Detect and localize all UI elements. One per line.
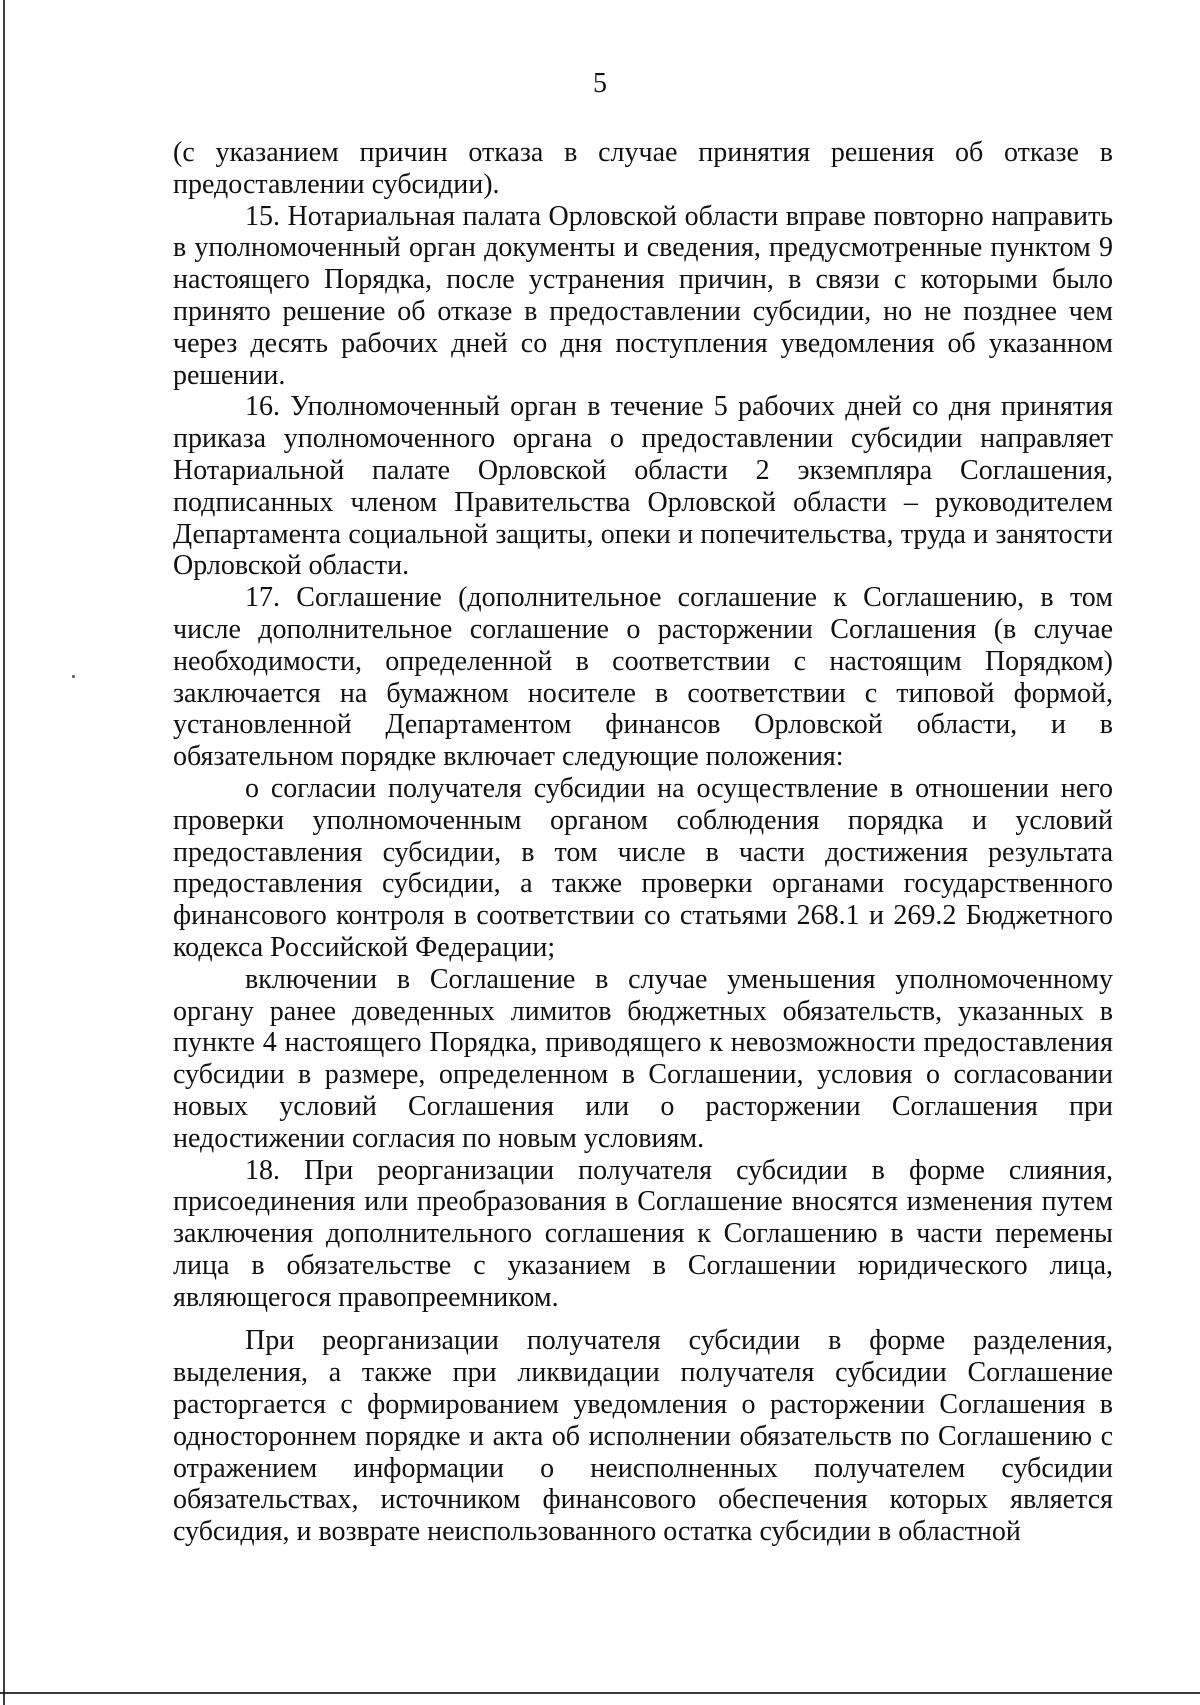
paragraph-continuation: (с указанием причин отказа в случае принятия решения об отказе в предоставлении субсидии). bbox=[173, 137, 1113, 200]
page-number: 5 bbox=[593, 68, 607, 99]
paragraph-item-18: 18. При реорганизации получателя субсидии в форме слияния, присоединения или преобразования в Соглашение вносятся изменения путем заключения дополнительного соглашения к Соглашению в части перемены лица в обязательстве с указанием в Соглашении юридического лица, являющегося правопреемником. bbox=[173, 1154, 1113, 1313]
document-body bbox=[173, 137, 1113, 1548]
scan-speck bbox=[72, 675, 75, 678]
paragraph-reorganization: При реорганизации получателя субсидии в форме разделения, выделения, а также при ликвидации получателя субсидии Соглашение расторгается с формированием уведомления о расторжении Соглашения в одностороннем порядке и акта об исполнении обязательств по Соглашению с отражением информации о неисполненных получателем субсидии обязательствах, источником финансового обеспечения которых является субсидия, и возврате неиспользованного остатка субсидии в областной bbox=[173, 1325, 1113, 1548]
paragraph-item-15: 15. Нотариальная палата Орловской области вправе повторно направить в уполномоченный орган документы и сведения, предусмотренные пунктом 9 настоящего Порядка, после устранения причин, в связи с которыми было принято решение об отказе в предоставлении субсидии, но не позднее чем через десять рабочих дней со дня поступления уведомления об указанном решении. bbox=[173, 200, 1113, 391]
paragraph-provision-consent: о согласии получателя субсидии на осуществление в отношении него проверки уполномоченным органом соблюдения порядка и условий предоставления субсидии, в том числе в части достижения результата предоставления субсидии, а также проверки органами государственного финансового контроля в соответствии со статьями 268.1 и 269.2 Бюджетного кодекса Российской Федерации; bbox=[173, 772, 1113, 963]
scan-edge-left bbox=[3, 0, 5, 1705]
paragraph-provision-limits: включении в Соглашение в случае уменьшения уполномоченному органу ранее доведенных лимитов бюджетных обязательств, указанных в пункте 4 настоящего Порядка, приводящего к невозможности предоставления субсидии в размере, определенном в Соглашении, условия о согласовании новых условий Соглашения или о расторжении Соглашения при недостижении согласия по новым условиям. bbox=[173, 963, 1113, 1154]
paragraph-item-17: 17. Соглашение (дополнительное соглашение к Соглашению, в том числе дополнительное соглашение о расторжении Соглашения (в случае необходимости, определенной в соответствии с настоящим Порядком) заключается на бумажном носителе в соответствии с типовой формой, установленной Департаментом финансов Орловской области, и в обязательном порядке включает следующие положения: bbox=[173, 582, 1113, 773]
scan-edge-bottom bbox=[0, 1692, 1200, 1694]
paragraph-item-16: 16. Уполномоченный орган в течение 5 рабочих дней со дня принятия приказа уполномоченного органа о предоставлении субсидии направляет Нотариальной палате Орловской области 2 экземпляра Соглашения, подписанных членом Правительства Орловской области – руководителем Департамента социальной защиты, опеки и попечительства, труда и занятости Орловской области. bbox=[173, 391, 1113, 582]
